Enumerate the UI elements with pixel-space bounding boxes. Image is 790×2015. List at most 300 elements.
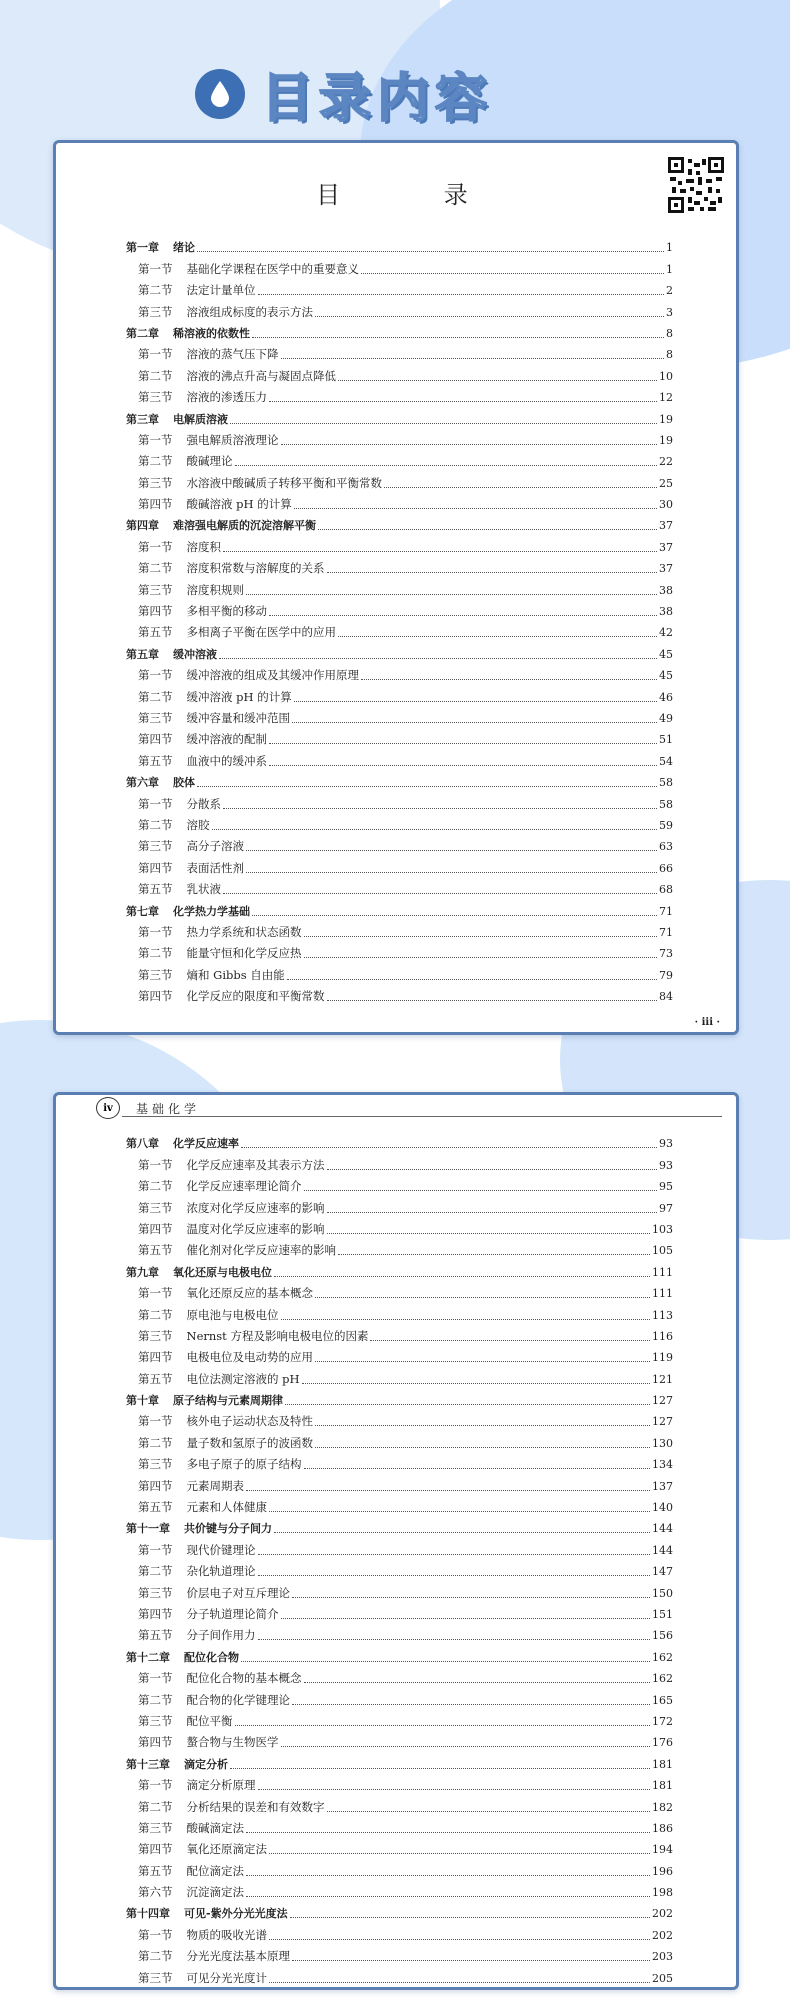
entry-number: 第三节	[138, 1200, 173, 1215]
toc-list	[126, 1130, 673, 1986]
toc-section-entry[interactable]	[126, 1772, 673, 1793]
toc-chapter-entry[interactable]	[126, 405, 673, 426]
toc-section-entry[interactable]	[126, 1216, 673, 1237]
entry-title: 电极电位及电动势的应用	[186, 1350, 313, 1365]
entry-page: 127	[652, 1394, 673, 1408]
toc-list	[126, 234, 673, 1004]
entry-number: 第三节	[138, 1328, 173, 1343]
entry-page: 37	[659, 540, 673, 554]
toc-section-entry[interactable]	[126, 533, 673, 554]
dot-leader	[246, 1490, 650, 1491]
dot-leader	[269, 1939, 650, 1940]
toc-section-entry[interactable]	[126, 1536, 673, 1557]
dot-leader	[327, 1169, 658, 1170]
dot-leader	[269, 765, 657, 766]
toc-page-iv	[53, 1092, 739, 1990]
dot-leader	[315, 316, 664, 317]
dot-leader	[269, 615, 657, 616]
entry-title: 酸碱理论	[186, 454, 233, 469]
entry-page: 147	[652, 1565, 673, 1579]
entry-page: 194	[652, 1843, 673, 1857]
entry-page: 45	[659, 647, 673, 661]
dot-leader	[281, 1618, 651, 1619]
dot-leader	[281, 1319, 651, 1320]
dot-leader	[246, 872, 657, 873]
entry-page: 58	[659, 797, 673, 811]
running-head	[96, 1097, 200, 1119]
entry-title: 螯合物与生物医学	[186, 1735, 279, 1750]
dot-leader	[290, 1917, 650, 1918]
toc-section-entry[interactable]	[126, 1194, 673, 1215]
toc-section-entry[interactable]	[126, 833, 673, 854]
entry-title: 核外电子运动状态及特性	[186, 1414, 313, 1429]
entry-number: 第一节	[138, 924, 173, 939]
dot-leader	[269, 1853, 650, 1854]
entry-page: 97	[659, 1201, 673, 1215]
entry-page: 68	[659, 883, 673, 897]
entry-page: 30	[659, 498, 673, 512]
entry-number: 第四节	[138, 989, 173, 1004]
toc-section-entry[interactable]	[126, 662, 673, 683]
toc-chapter-entry[interactable]	[126, 234, 673, 255]
dot-leader	[292, 722, 657, 723]
toc-section-entry[interactable]	[126, 1472, 673, 1493]
toc-section-entry[interactable]	[126, 491, 673, 512]
entry-page: 140	[652, 1501, 673, 1515]
toc-section-entry[interactable]	[126, 1280, 673, 1301]
toc-section-entry[interactable]	[126, 1836, 673, 1857]
dot-leader	[338, 1254, 650, 1255]
dot-leader	[315, 1447, 650, 1448]
dot-leader	[304, 1190, 658, 1191]
dot-leader	[327, 1811, 651, 1812]
dot-leader	[223, 551, 657, 552]
entry-page: 49	[659, 711, 673, 725]
qr-code-icon	[668, 157, 724, 213]
toc-section-entry[interactable]	[126, 1408, 673, 1429]
entry-number: 第二节	[138, 283, 173, 298]
toc-section-entry[interactable]	[126, 790, 673, 811]
entry-number: 第五节	[138, 1628, 173, 1643]
entry-title: 化学反应速率及其表示方法	[186, 1157, 325, 1172]
toc-section-entry[interactable]	[126, 1729, 673, 1750]
entry-title: 可见-紫外分光光度法	[184, 1907, 288, 1921]
toc-section-entry[interactable]	[126, 384, 673, 405]
entry-title: 溶度积	[186, 539, 221, 554]
entry-title: 分子间作用力	[186, 1628, 256, 1643]
entry-number: 第一节	[138, 1286, 173, 1301]
toc-section-entry[interactable]	[126, 427, 673, 448]
dot-leader	[219, 658, 657, 659]
entry-number: 第五节	[138, 1243, 173, 1258]
entry-page: 19	[659, 412, 673, 426]
toc-chapter-entry[interactable]	[126, 1387, 673, 1408]
entry-number: 第一章	[126, 241, 159, 255]
dot-leader	[327, 1212, 658, 1213]
entry-number: 第一节	[138, 1778, 173, 1793]
entry-page: 22	[659, 455, 673, 469]
dot-leader	[246, 1896, 650, 1897]
dot-leader	[269, 1511, 650, 1512]
toc-section-entry[interactable]	[126, 961, 673, 982]
toc-section-entry[interactable]	[126, 1323, 673, 1344]
dot-leader	[252, 915, 657, 916]
entry-page: 205	[652, 1971, 673, 1985]
entry-title: 分光光度法基本原理	[186, 1949, 290, 1964]
entry-number: 第一节	[138, 261, 173, 276]
entry-title: 溶液组成标度的表示方法	[186, 304, 313, 319]
entry-title: 溶胶	[186, 817, 210, 832]
entry-page: 93	[659, 1137, 673, 1151]
toc-section-entry[interactable]	[126, 1151, 673, 1172]
dot-leader	[304, 1682, 651, 1683]
entry-number: 第一节	[138, 1542, 173, 1557]
toc-section-entry[interactable]	[126, 1173, 673, 1194]
toc-section-entry[interactable]	[126, 1665, 673, 1686]
toc-section-entry[interactable]	[126, 448, 673, 469]
entry-title: 价层电子对互斥理论	[186, 1585, 290, 1600]
dot-leader	[269, 401, 657, 402]
toc-section-entry[interactable]	[126, 1815, 673, 1836]
toc-section-entry[interactable]	[126, 1365, 673, 1386]
toc-section-entry[interactable]	[126, 876, 673, 897]
dot-leader	[315, 1361, 650, 1362]
dot-leader	[281, 358, 665, 359]
entry-page: 196	[652, 1864, 673, 1878]
entry-number: 第一节	[138, 796, 173, 811]
entry-number: 第一节	[138, 1927, 173, 1942]
entry-title: 多相平衡的移动	[186, 604, 267, 619]
entry-page: 25	[659, 476, 673, 490]
entry-number: 第三节	[138, 839, 173, 854]
toc-section-entry[interactable]	[126, 940, 673, 961]
entry-page: 176	[652, 1736, 673, 1750]
entry-title: 催化剂对化学反应速率的影响	[186, 1243, 336, 1258]
dot-leader	[361, 273, 664, 274]
entry-title: 配位化合物的基本概念	[186, 1671, 302, 1686]
entry-number: 第二节	[138, 1179, 173, 1194]
dot-leader	[258, 1789, 651, 1790]
entry-page: 165	[652, 1693, 673, 1707]
entry-title: 量子数和氢原子的波函数	[186, 1435, 313, 1450]
entry-number: 第二节	[138, 1307, 173, 1322]
entry-number: 第二节	[138, 1435, 173, 1450]
toc-section-entry[interactable]	[126, 362, 673, 383]
toc-section-entry[interactable]	[126, 1344, 673, 1365]
entry-title: 电位法测定溶液的 pH	[186, 1371, 300, 1386]
entry-number: 第十一章	[126, 1522, 170, 1536]
entry-page: 121	[652, 1372, 673, 1386]
toc-section-entry[interactable]	[126, 1429, 673, 1450]
dot-leader	[281, 1746, 651, 1747]
entry-title: Nernst 方程及影响电极电位的因素	[186, 1328, 369, 1343]
entry-title: 表面活性剂	[186, 860, 244, 875]
toc-page-iii	[53, 140, 739, 1035]
entry-page: 198	[652, 1886, 673, 1900]
entry-title: 元素周期表	[186, 1478, 244, 1493]
toc-section-entry[interactable]	[126, 1921, 673, 1942]
dot-leader	[246, 594, 657, 595]
entry-page: 186	[652, 1821, 673, 1835]
toc-section-entry[interactable]	[126, 576, 673, 597]
dot-leader	[252, 337, 664, 338]
entry-title: 物质的吸收光谱	[186, 1927, 267, 1942]
dot-leader	[302, 1383, 650, 1384]
entry-number: 第一节	[138, 432, 173, 447]
toc-section-entry[interactable]	[126, 726, 673, 747]
entry-title: 缓冲溶液的配制	[186, 732, 267, 747]
toc-chapter-entry[interactable]	[126, 1130, 673, 1151]
entry-page: 103	[652, 1222, 673, 1236]
toc-section-entry[interactable]	[126, 919, 673, 940]
entry-number: 第二节	[138, 817, 173, 832]
toc-chapter-entry[interactable]	[126, 769, 673, 790]
entry-number: 第四节	[138, 604, 173, 619]
entry-number: 第二节	[138, 454, 173, 469]
entry-number: 第十四章	[126, 1907, 170, 1921]
toc-section-entry[interactable]	[126, 812, 673, 833]
toc-section-entry[interactable]	[126, 1451, 673, 1472]
dot-leader	[246, 1832, 650, 1833]
entry-title: 基础化学课程在医学中的重要意义	[186, 261, 359, 276]
toc-section-entry[interactable]	[126, 1494, 673, 1515]
entry-number: 第五节	[138, 625, 173, 640]
dot-leader	[230, 423, 657, 424]
toc-section-entry[interactable]	[126, 598, 673, 619]
entry-number: 第四节	[138, 1735, 173, 1750]
entry-number: 第五节	[138, 753, 173, 768]
toc-section-entry[interactable]	[126, 1686, 673, 1707]
entry-number: 第十三章	[126, 1757, 170, 1771]
entry-title: 能量守恒和化学反应热	[186, 946, 302, 961]
toc-section-entry[interactable]	[126, 469, 673, 490]
toc-section-entry[interactable]	[126, 341, 673, 362]
entry-number: 第四节	[138, 860, 173, 875]
entry-number: 第五节	[138, 1500, 173, 1515]
toc-chapter-entry[interactable]	[126, 1750, 673, 1771]
dot-leader	[274, 1276, 650, 1277]
entry-title: 电解质溶液	[173, 412, 228, 426]
entry-page: 162	[652, 1672, 673, 1686]
entry-page: 58	[659, 776, 673, 790]
dot-leader	[287, 979, 657, 980]
entry-title: 稀溶液的依数性	[173, 326, 250, 340]
entry-number: 第八章	[126, 1137, 159, 1151]
dot-leader	[294, 701, 657, 702]
entry-page: 71	[659, 904, 673, 918]
entry-number: 第四节	[138, 1478, 173, 1493]
entry-number: 第二章	[126, 326, 159, 340]
banner	[195, 56, 493, 131]
entry-page: 105	[652, 1244, 673, 1258]
toc-section-entry[interactable]	[126, 1301, 673, 1322]
entry-page: 1	[666, 262, 673, 276]
entry-page: 134	[652, 1458, 673, 1472]
dot-leader	[258, 1575, 651, 1576]
dot-leader	[370, 1340, 650, 1341]
entry-page: 137	[652, 1479, 673, 1493]
dot-leader	[241, 1147, 657, 1148]
toc-section-entry[interactable]	[126, 683, 673, 704]
entry-number: 第九章	[126, 1265, 159, 1279]
dot-leader	[304, 1468, 651, 1469]
dot-leader	[258, 1639, 651, 1640]
dot-leader	[241, 1661, 650, 1662]
entry-number: 第一节	[138, 1157, 173, 1172]
page-badge: iv	[96, 1097, 120, 1119]
entry-title: 熵和 Gibbs 自由能	[186, 967, 285, 982]
entry-page: 66	[659, 861, 673, 875]
entry-number: 第十章	[126, 1394, 159, 1408]
entry-page: 144	[652, 1543, 673, 1557]
entry-title: 法定计量单位	[186, 283, 256, 298]
dot-leader	[315, 1297, 650, 1298]
toc-chapter-entry[interactable]	[126, 640, 673, 661]
entry-number: 第二节	[138, 1692, 173, 1707]
banner-title: 目录内容	[261, 69, 494, 129]
dot-leader	[292, 1704, 650, 1705]
dot-leader	[197, 251, 664, 252]
entry-number: 第七章	[126, 904, 159, 918]
entry-title: 酸碱溶液 pH 的计算	[186, 497, 292, 512]
entry-number: 第二节	[138, 946, 173, 961]
toc-chapter-entry[interactable]	[126, 512, 673, 533]
toc-chapter-entry[interactable]	[126, 1643, 673, 1664]
entry-title: 氧化还原与电极电位	[173, 1265, 272, 1279]
toc-chapter-entry[interactable]	[126, 320, 673, 341]
toc-section-entry[interactable]	[126, 1237, 673, 1258]
entry-number: 第三节	[138, 582, 173, 597]
entry-title: 共价键与分子间力	[184, 1522, 272, 1536]
entry-page: 42	[659, 626, 673, 640]
toc-chapter-entry[interactable]	[126, 1900, 673, 1921]
dot-leader	[384, 487, 657, 488]
dot-leader	[338, 636, 657, 637]
toc-section-entry[interactable]	[126, 1964, 673, 1985]
entry-title: 血液中的缓冲系	[186, 753, 267, 768]
entry-title: 化学反应速率理论简介	[186, 1179, 302, 1194]
entry-number: 第二节	[138, 1949, 173, 1964]
entry-number: 第一节	[138, 347, 173, 362]
toc-section-entry[interactable]	[126, 298, 673, 319]
entry-number: 第二节	[138, 561, 173, 576]
entry-number: 第四节	[138, 1842, 173, 1857]
dot-leader	[318, 529, 657, 530]
entry-number: 第四节	[138, 1606, 173, 1621]
entry-page: 71	[659, 925, 673, 939]
toc-section-entry[interactable]	[126, 705, 673, 726]
entry-title: 化学反应速率	[173, 1137, 239, 1151]
entry-number: 第四节	[138, 1221, 173, 1236]
entry-page: 8	[666, 348, 673, 362]
toc-chapter-entry[interactable]	[126, 1515, 673, 1536]
entry-page: 46	[659, 690, 673, 704]
entry-title: 水溶液中酸碱质子转移平衡和平衡常数	[186, 475, 382, 490]
dot-leader	[294, 508, 657, 509]
entry-number: 第五节	[138, 1863, 173, 1878]
entry-title: 高分子溶液	[186, 839, 244, 854]
entry-page: 181	[652, 1757, 673, 1771]
entry-number: 第三节	[138, 1585, 173, 1600]
entry-page: 38	[659, 605, 673, 619]
entry-title: 氧化还原反应的基本概念	[186, 1286, 313, 1301]
entry-number: 第二节	[138, 1799, 173, 1814]
entry-number: 第二节	[138, 689, 173, 704]
toc-chapter-entry[interactable]	[126, 897, 673, 918]
entry-title: 元素和人体健康	[186, 1500, 267, 1515]
dot-leader	[361, 679, 657, 680]
toc-section-entry[interactable]	[126, 1601, 673, 1622]
entry-page: 93	[659, 1158, 673, 1172]
entry-page: 79	[659, 968, 673, 982]
entry-page: 95	[659, 1180, 673, 1194]
entry-title: 沉淀滴定法	[186, 1885, 244, 1900]
toc-section-entry[interactable]	[126, 1879, 673, 1900]
dot-leader	[292, 1597, 650, 1598]
toc-section-entry[interactable]	[126, 1857, 673, 1878]
entry-page: 59	[659, 818, 673, 832]
entry-number: 第三章	[126, 412, 159, 426]
entry-page: 162	[652, 1650, 673, 1664]
entry-number: 第三节	[138, 304, 173, 319]
toc-section-entry[interactable]	[126, 747, 673, 768]
entry-title: 胶体	[173, 776, 195, 790]
entry-title: 分子轨道理论简介	[186, 1606, 279, 1621]
entry-title: 原电池与电极电位	[186, 1307, 279, 1322]
toc-section-entry[interactable]	[126, 1708, 673, 1729]
entry-title: 缓冲容量和缓冲范围	[186, 710, 290, 725]
entry-page: 84	[659, 990, 673, 1004]
entry-page: 73	[659, 947, 673, 961]
toc-section-entry[interactable]	[126, 854, 673, 875]
dot-leader	[258, 1554, 651, 1555]
dot-leader	[327, 1233, 651, 1234]
dot-leader	[281, 444, 658, 445]
toc-heading: 目 录	[316, 181, 516, 209]
entry-title: 溶液的沸点升高与凝固点降低	[186, 368, 336, 383]
toc-section-entry[interactable]	[126, 1793, 673, 1814]
entry-number: 第五章	[126, 647, 159, 661]
entry-number: 第三节	[138, 710, 173, 725]
toc-section-entry[interactable]	[126, 983, 673, 1004]
entry-page: 203	[652, 1950, 673, 1964]
entry-number: 第一节	[138, 1414, 173, 1429]
toc-section-entry[interactable]	[126, 619, 673, 640]
toc-chapter-entry[interactable]	[126, 1258, 673, 1279]
entry-page: 1	[666, 241, 673, 255]
entry-number: 第三节	[138, 1457, 173, 1472]
entry-title: 溶度积规则	[186, 582, 244, 597]
entry-number: 第六章	[126, 776, 159, 790]
toc-section-entry[interactable]	[126, 1622, 673, 1643]
entry-number: 第五节	[138, 1371, 173, 1386]
toc-section-entry[interactable]	[126, 555, 673, 576]
entry-title: 难溶强电解质的沉淀溶解平衡	[173, 519, 316, 533]
entry-page: 182	[652, 1800, 673, 1814]
toc-section-entry[interactable]	[126, 1943, 673, 1964]
toc-section-entry[interactable]	[126, 1579, 673, 1600]
book-title: 基础化学	[136, 1101, 201, 1116]
toc-section-entry[interactable]	[126, 1558, 673, 1579]
entry-page: 144	[652, 1522, 673, 1536]
entry-title: 化学热力学基础	[173, 904, 250, 918]
toc-section-entry[interactable]	[126, 255, 673, 276]
entry-title: 滴定分析	[184, 1757, 228, 1771]
entry-number: 第三节	[138, 390, 173, 405]
dot-leader	[246, 1875, 650, 1876]
toc-section-entry[interactable]	[126, 277, 673, 298]
entry-page: 202	[652, 1928, 673, 1942]
